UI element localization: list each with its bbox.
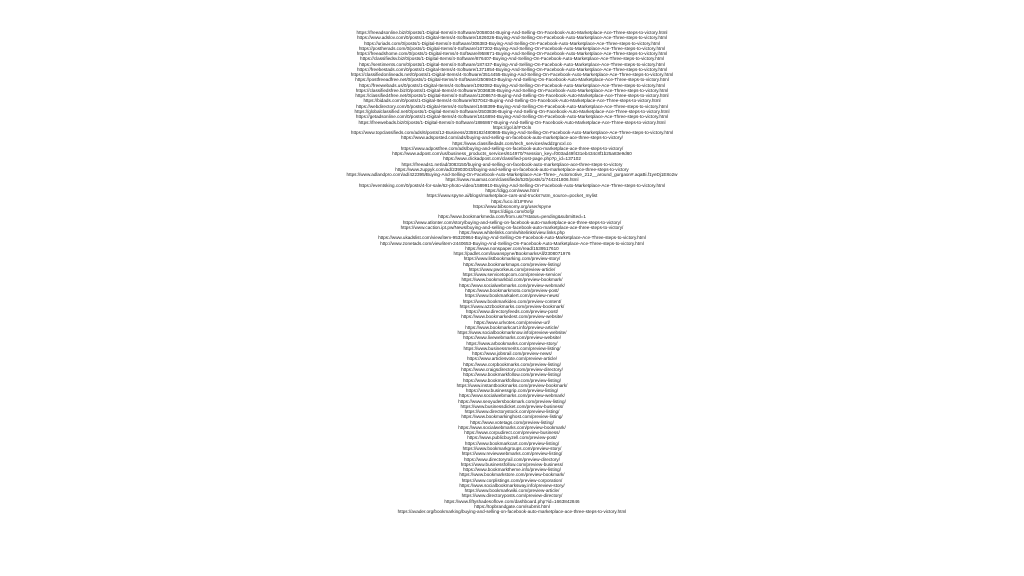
link-line[interactable]: https://www.articlesvote.com/preview-article/ bbox=[466, 356, 558, 362]
link-line[interactable]: https://uco.it/1IF9Vw bbox=[491, 198, 533, 204]
link-line[interactable]: https://padlet.com/lavanspyne/BookmarksAll/2308071976 bbox=[453, 251, 571, 257]
link-line[interactable]: https://postherads.com/0/posts/1-Digital-Items/4-Software/107202-Buying-And-Selling-On-Facebook-Auto-Marketplace-Ace-Three-steps-to-victory.html bbox=[358, 45, 666, 51]
link-line[interactable]: https://www.bookmarkmaps.com/preview-listing/ bbox=[463, 261, 561, 267]
link-line[interactable]: https://www.a2zbookmarks.com/preview-bookmark/ bbox=[459, 303, 565, 309]
link-line[interactable]: https://uriads.com/0/posts/1-Digital-Items/4-Software/306383-Buying-And-Selling-On-Facebook-Auto-Marketplace-Ace-Three-steps-to-victory.html bbox=[363, 40, 661, 46]
link-line[interactable]: https://www.votetags.com/preview-listing/ bbox=[470, 419, 554, 425]
link-line[interactable]: https://www.bookmarkfollow.com/preview-listing/ bbox=[462, 372, 562, 378]
link-line[interactable]: https://freeadsonline.biz/0/posts/1-Digital-Items/4-Software/2058034-Buying-And-Selling-On-Facebook-Auto-Marketplace-Ace-Three-steps-to-victory.html bbox=[356, 30, 668, 35]
link-line[interactable]: https://www.bibsonomy.org/user/spyne bbox=[472, 203, 552, 209]
link-line[interactable]: https://freeads1.net/ad/3083150/buying-and-selling-on-facebook-auto-marketplace-ace-three-steps-to-victory bbox=[401, 161, 623, 167]
link-line[interactable]: https://www.directoryfeeds.com/preview-post/ bbox=[465, 309, 559, 315]
link-line[interactable]: https://www.corpbookmarks.com/preview-listing/ bbox=[463, 361, 561, 367]
link-line[interactable]: https://www.adlandpro.com/ad/422395/Buying-And-Selling-On-Facebook-Auto-Marketplace-Ace-Three-_Automotive_212__around_gurgaon#.aqaBi.f1yeDj1E8o2w bbox=[346, 172, 678, 178]
link-line[interactable]: https://www.fiftyshadesoflove.com/dashboard.php?id=1663842846 bbox=[444, 498, 580, 504]
link-line[interactable]: https://www.listbookmarking.com/preview-story/ bbox=[463, 256, 561, 262]
link-line[interactable]: https://eventsking.com/0/posts/4-for-sale/62-photo-video/1589910-Buying-And-Selling-On-Facebook-Auto-Marketplace-Ace-Three-steps-to-victory.html bbox=[358, 182, 666, 188]
link-line[interactable]: https://www.zuppyk.com/ad/23903043/buying-and-selling-on-facebook-auto-marketplace-ace-three-steps-to-victory bbox=[395, 166, 629, 172]
link-line[interactable]: https://www.directorystock.com/preview-listing/ bbox=[464, 409, 560, 415]
link-line[interactable]: https://www.pworkeus.com/preview-article/ bbox=[468, 266, 556, 272]
link-line[interactable]: https://www.businessdicket.com/preview-business/ bbox=[460, 403, 564, 409]
link-line[interactable]: https://www.instantbookmarks.com/preview-bookmark/ bbox=[456, 382, 568, 388]
link-line[interactable]: https://www.businessgrip.com/preview-listing/ bbox=[465, 388, 559, 394]
link-line[interactable]: https://classifiedsfree.biz/0/posts/1-Digital-Items/4-Software/2036836-Buying-And-Selling-On-Facebook-Auto-Marketplace-Ace-Three-steps-to-victory.html bbox=[355, 87, 669, 93]
link-line[interactable]: https://www.bookmarkedest.com/preview-website/ bbox=[461, 314, 563, 320]
link-line[interactable]: https://www.ukadslist.com/view/item-95320964-Buying-And-Selling-On-Facebook-Auto-Marketplace-Ace-Three-steps-to-victory.html bbox=[378, 235, 646, 241]
link-line[interactable]: https://avader.org/bookmarking/buying-and-selling-on-facebook-auto-marketplace-ace-three-steps-to-victory.html bbox=[397, 509, 627, 515]
link-line[interactable]: https://www.socialwebmarks.com/preview-bookmark/ bbox=[458, 424, 566, 430]
link-line[interactable]: https://www.craigsdirectory.com/preview-directory/ bbox=[461, 367, 563, 372]
link-line[interactable]: https://topbrandgate.com/submit.html bbox=[474, 503, 550, 509]
link-line[interactable]: https://www.corpudirect.com/preview-business/ bbox=[464, 430, 560, 436]
link-line[interactable]: https://www.bookmarkstore.com/preview-bookmark/ bbox=[459, 472, 565, 478]
link-line[interactable]: https://www.reviewwebmarks.com/preview-listing/ bbox=[461, 451, 563, 457]
link-line[interactable]: https://gol.it/rFOcln bbox=[492, 124, 532, 130]
link-line[interactable]: https://www.bookmarkalert.com/preview-news/ bbox=[464, 293, 560, 299]
link-line[interactable]: https://www.directoryrail.com/preview-directory/ bbox=[464, 456, 560, 462]
link-line[interactable]: https://www.socialwebmarks.com/preview-webmark/ bbox=[459, 393, 565, 399]
document-page bbox=[0, 30, 1024, 550]
link-line[interactable]: https://getadsonline.com/0/posts/1-Digital-Items/4-Software/1616894-Buying-And-Selling-On-Facebook-Auto-Marketplace-Ace-Three-steps-to-victory.html bbox=[355, 114, 669, 120]
link-line[interactable]: https://www.caction.ipt.pw/News/buying-and-selling-on-facebook-auto-marketplace-ace-three-steps-to-victory/ bbox=[400, 224, 624, 230]
link-line[interactable]: https://classifiedonlineads.net/0/posts/1-Digital-Items/4-Software/3514455-Buying-And-Selling-On-Facebook-Auto-Marketplace-Ace-Three-steps-to-victory.html bbox=[350, 72, 674, 78]
link-line[interactable]: https://www.livewebmarks.com/preview-website/ bbox=[462, 335, 562, 341]
link-line[interactable]: https://www.arbookmarks.com/preview-story/ bbox=[466, 340, 558, 346]
link-line[interactable]: https://globalclassified.net/0/posts/1-Digital-Items/4-Software/2503836-Buying-And-Selling-On-Facebook-Auto-Marketplace-Ace-Three-steps-to-victory.html bbox=[354, 108, 670, 114]
link-line[interactable]: https://www.businessmerits.com/preview-listing/ bbox=[463, 345, 561, 351]
link-line[interactable]: https://postfreeadfree.net/0/posts/1-Digital-Items/4-Software/2506943-Buying-And-Selling-On-Facebook-Auto-Marketplace-Ace-Three-steps-to-victory.html bbox=[355, 77, 669, 83]
link-line[interactable]: https://www.bookmarkbid.com/preview-bookmark/ bbox=[461, 277, 563, 283]
link-line[interactable]: https://www.socialbookmarknow.info/preview-website/ bbox=[457, 330, 567, 336]
link-line[interactable]: https://www.bookmarkinghost.com/preview-listing/ bbox=[461, 414, 563, 420]
link-line[interactable]: https://www.urlvotes.com/preview-url/ bbox=[474, 319, 550, 325]
link-line[interactable]: https://www.servicetopcom.com/preview-service/ bbox=[462, 272, 562, 278]
link-line[interactable]: https://freebestads.com/0/posts/1-Digital-Items/4-Software/1371854-Buying-And-Selling-On-Facebook-Auto-Marketplace-Ace-Three-steps-to-victory.html bbox=[356, 66, 668, 72]
link-list bbox=[0, 30, 1024, 514]
link-line[interactable]: https://classifiedsv.biz/0/posts/1-Digital-Items/4-Software/876407-Buying-And-Selling-On-Facebook-Auto-Marketplace-Ace-Three-steps-to-victory.html bbox=[360, 56, 664, 62]
link-line[interactable]: https://www.adpost.com/us/business_products_services/614970/?session_key=f003ad49f431eb434c8f1b25a83e9d60 bbox=[392, 151, 632, 157]
link-line[interactable]: https://www.topclassifieds.com/ads/6/posts/12-Business/2359182/480865-Buying-And-Selling-On-Facebook-Auto-Marketplace-Ace-Three-steps-to-victory.html bbox=[350, 130, 674, 136]
link-line[interactable]: https://www.socialbookmarksway.info/preview-story/ bbox=[459, 482, 565, 488]
link-line[interactable]: https://www.adsposted.com/ads/buying-and-selling-on-facebook-auto-marketplace-ace-three-steps-to-victory/ bbox=[401, 135, 623, 141]
link-line[interactable]: https://www.muamat.com/classifieds/520/posts/1/744241806.html bbox=[445, 177, 579, 183]
link-line[interactable]: https://www.bookmarkfollow.com/preview-listing/ bbox=[462, 377, 562, 383]
link-line[interactable]: https://www.clickadpost.com/classified-post-page.php?p_id=137102 bbox=[443, 156, 581, 162]
link-line[interactable]: https://www.bookmarktheme.info/preview-listing/ bbox=[462, 467, 562, 473]
link-line[interactable]: https://www.directoryposts.com/preview-directory/ bbox=[461, 493, 563, 499]
link-line[interactable]: https://www.bookmarkcart.com/preview-listing/ bbox=[464, 440, 560, 446]
link-line[interactable]: https://www.bookmarkmoto.com/preview-post/ bbox=[465, 288, 559, 294]
link-line[interactable]: https://www.bookmarkideo.com/preview-content/ bbox=[462, 298, 562, 304]
link-line[interactable]: https://www.seoyudersbookmark.com/preview-listing/ bbox=[458, 398, 566, 404]
link-line[interactable]: https://www.adpostfree.com/ads/buying-and-selling-on-facebook-auto-marketplace-ace-three-steps-to-victory/ bbox=[400, 145, 624, 151]
link-line[interactable]: https://www.publicbuyzell.com/preview-post/ bbox=[467, 435, 557, 441]
link-line[interactable]: https://freeadshome.com/0/posts/1-Digital-Items/4-Software/958671-Buying-And-Selling-On-Facebook-Auto-Marketplace-Ace-Three-steps-to-victory.html bbox=[356, 51, 668, 57]
link-line[interactable]: https://sentiments.com/0/posts/1-Digital-Items/4-Software/187437-Buying-And-Selling-On-Facebook-Auto-Marketplace-Ace-Three-steps-to-victory.html bbox=[359, 61, 665, 67]
link-line[interactable]: https://www.bookmarkcart.info/preview-article/ bbox=[465, 324, 559, 330]
link-line[interactable]: https://freewebads.us/0/posts/1-Digital-Items/4-Software/1092082-Buying-And-Selling-On-Facebook-Auto-Marketplace-Ace-Three-steps-to-victory.html bbox=[358, 82, 666, 88]
link-line[interactable]: https://www.nonspaper.com/read/1539517610 bbox=[465, 245, 559, 251]
link-line[interactable]: https://www.businessfollow.com/preview-business/ bbox=[460, 461, 564, 467]
link-line[interactable]: https://www.bookmarkmeda.com/from.usr/?status=pending&submitted=1 bbox=[438, 214, 586, 220]
link-line[interactable]: https://www.whitelinks.com/whitelinks/view.links.php bbox=[459, 230, 565, 236]
link-line[interactable]: https://freewebads.biz/0/posts/1-Digital-Items/4-Software/1886867-Buying-And-Selling-On-Facebook-Auto-Marketplace-Ace-Three-steps-to-victory.html bbox=[358, 119, 666, 125]
link-line[interactable]: https://www.classifiedads.com/tech_services/wddzgncxl.co bbox=[452, 140, 572, 146]
link-line[interactable]: https://webdirectory.com/0/posts/1-Digital-Items/4-Software/1948399-Buying-And-Selling-On-Facebook-Auto-Marketplace-Ace-Three-steps-to-victory.html bbox=[356, 103, 668, 109]
link-line[interactable]: https://www.socialwebmarks.com/preview-webmark/ bbox=[459, 282, 565, 288]
link-line[interactable]: https://digg.com/www.html bbox=[485, 187, 539, 193]
link-line[interactable]: http://www.zonetads.com/view/item-2440653-Buying-And-Selling-On-Facebook-Auto-Marketplace-Ace-Three-steps-to-victory.html bbox=[380, 240, 644, 246]
link-line[interactable]: https://www.bookmarkgroups.com/preview-story/ bbox=[462, 445, 562, 451]
link-line[interactable]: https://bidads.com/0/posts/1-Digital-Items/4-Software/937042-Buying-And-Selling-On-Facebook-Auto-Marketplace-Ace-Three-steps-to-victory.html bbox=[363, 98, 661, 104]
link-line[interactable]: https://www.adslov.com/0/posts/1-Digital-Items/4-Software/1826026-Buying-And-Selling-On-Facebook-Auto-Marketplace-Ace-Three-steps-to-victory.html bbox=[356, 35, 668, 41]
link-line[interactable]: https://www.jobsrail.com/preview-news/ bbox=[472, 351, 552, 357]
link-line[interactable]: https://diigo.com/0ofjjr bbox=[489, 209, 535, 215]
link-line[interactable]: https://www.spyne.ai/blogs/marketplace-cars-and-trucks?utm_source=pocket_mylist bbox=[426, 193, 598, 199]
link-line[interactable]: https://www.corplistings.com/preview-corporation/ bbox=[461, 477, 563, 483]
link-line[interactable]: https://www.atlonter.com/story/buying-and-selling-on-facebook-auto-marketplace-ace-three-steps-to-victory/ bbox=[402, 219, 622, 225]
link-line[interactable]: https://www.bookmarkwiki.com/preview-article/ bbox=[464, 488, 560, 494]
link-line[interactable]: https://classified4free.net/0/posts/1-Digital-Items/4-Software/1208674-Buying-And-Selling-On-Facebook-Auto-Marketplace-Ace-Three-steps-to-victory.html bbox=[355, 93, 669, 99]
